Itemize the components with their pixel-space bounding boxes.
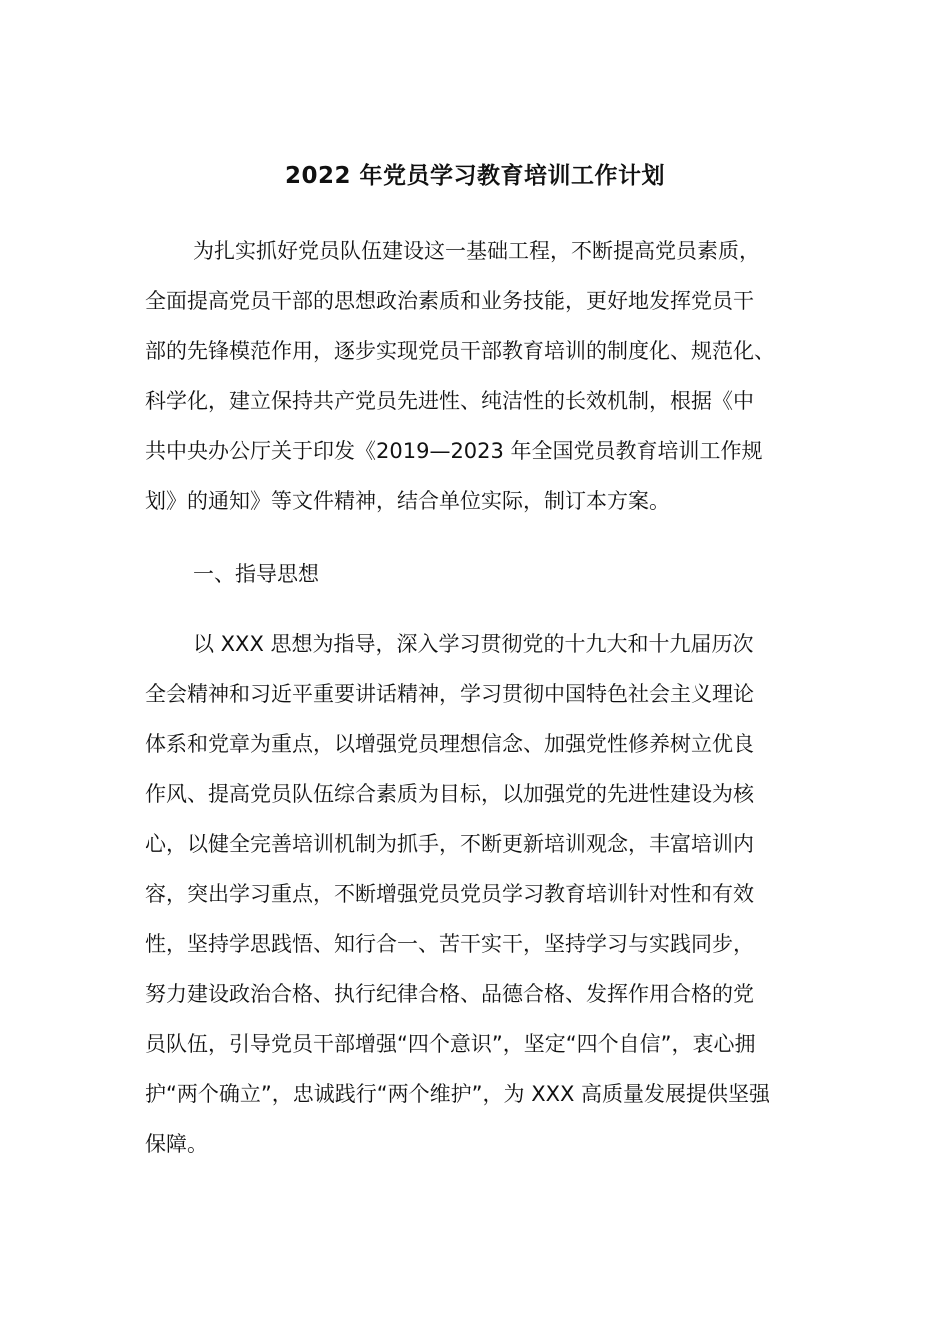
section-line: 体系和党章为重点，以增强党员理想信念、加强党性修养树立优良 <box>145 732 754 756</box>
intro-line: 共中央办公厅关于印发《2019—2023 年全国党员教育培训工作规 <box>145 439 763 463</box>
intro-line: 科学化，建立保持共产党员先进性、纯洁性的长效机制，根据《中 <box>145 389 754 413</box>
section-line: 护“两个确立”，忠诚践行“两个维护”，为 XXX 高质量发展提供坚强 <box>145 1082 771 1106</box>
section-line: 员队伍，引导党员干部增强“四个意识”，坚定“四个自信”，衷心拥 <box>145 1032 756 1056</box>
section-line: 作风、提高党员队伍综合素质为目标，以加强党的先进性建设为核 <box>145 782 754 806</box>
document-title: 2022 年党员学习教育培训工作计划 <box>284 163 666 189</box>
intro-line: 全面提高党员干部的思想政治素质和业务技能，更好地发挥党员干 <box>145 289 754 313</box>
section-heading: 一、指导思想 <box>193 562 319 586</box>
intro-line: 划》的通知》等文件精神，结合单位实际，制订本方案。 <box>145 489 670 513</box>
section-line: 容，突出学习重点，不断增强党员党员学习教育培训针对性和有效 <box>145 882 754 906</box>
intro-line: 为扎实抓好党员队伍建设这一基础工程，不断提高党员素质， <box>193 239 760 263</box>
section-line: 以 XXX 思想为指导，深入学习贯彻党的十九大和十九届历次 <box>193 632 754 656</box>
section-line: 心，以健全完善培训机制为抓手，不断更新培训观念，丰富培训内 <box>145 832 754 856</box>
section-line: 全会精神和习近平重要讲话精神，学习贯彻中国特色社会主义理论 <box>145 682 754 706</box>
section-line: 保障。 <box>145 1132 208 1156</box>
intro-line: 部的先锋模范作用，逐步实现党员干部教育培训的制度化、规范化、 <box>145 339 775 363</box>
section-line: 性，坚持学思践悟、知行合一、苦干实干，坚持学习与实践同步， <box>145 932 754 956</box>
section-line: 努力建设政治合格、执行纪律合格、品德合格、发挥作用合格的党 <box>145 982 754 1006</box>
